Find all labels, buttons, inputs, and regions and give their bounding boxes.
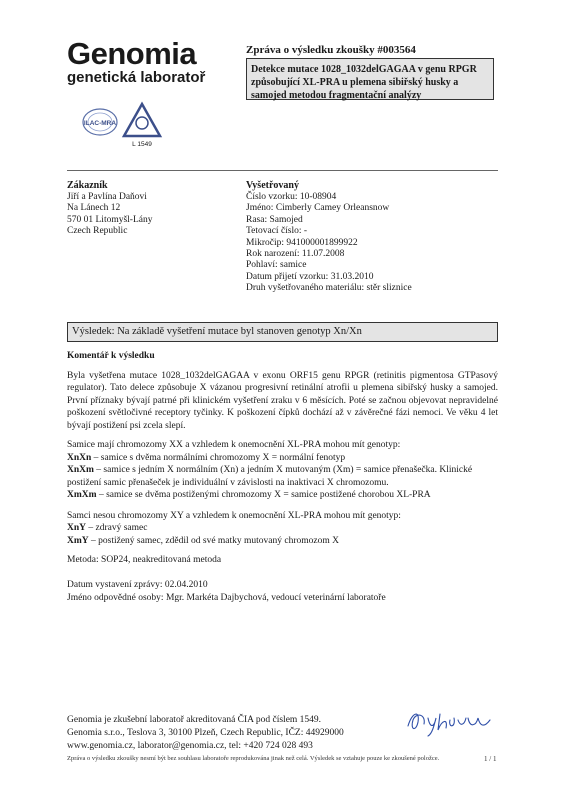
divider	[67, 170, 498, 171]
footer-line: www.genomia.cz, laborator@genomia.cz, tel: +420 724 028 493	[67, 740, 313, 751]
female-intro: Samice mají chromozomy XX a vzhledem k onemocnění XL-PRA mohou mít genotyp:	[67, 440, 401, 451]
examined-block	[246, 180, 506, 295]
method-text: Metoda: SOP24, neakreditovaná metoda	[67, 555, 222, 566]
genotype-desc: – zdravý samec	[86, 523, 148, 534]
examined-line: Rok narození: 11.07.2008	[246, 248, 345, 259]
responsible-person: Jméno odpovědné osoby: Mgr. Markéta Dajbychová, vedoucí veterinární laboratoře	[67, 592, 386, 603]
signature	[404, 704, 494, 743]
customer-line: 570 01 Litomyšl-Lány	[67, 214, 153, 225]
footer-line: Genomia je zkušební laboratoř akreditovaná ČIA pod číslem 1549.	[67, 715, 322, 725]
comment-section	[67, 350, 498, 611]
report-number: Zpráva o výsledku zkoušky #003564	[246, 44, 416, 56]
logo-subtitle: genetická laboratoř	[67, 69, 206, 86]
genotype-code: XmXm	[67, 490, 97, 501]
genotype-code: XnY	[67, 523, 87, 534]
male-intro: Samci nesou chromozomy XY a vzhledem k onemocnění XL-PRA mohou mít genotyp:	[67, 510, 401, 521]
examined-line: Datum přijetí vzorku: 31.03.2010	[246, 271, 374, 282]
genotype-code: XnXm	[67, 465, 94, 476]
genotype-code: XnXn	[67, 452, 92, 463]
male-genotypes	[67, 510, 498, 548]
customer-label: Zákazník	[67, 180, 108, 191]
examined-line: Rasa: Samojed	[246, 214, 303, 225]
footer	[67, 714, 344, 752]
result-box	[67, 322, 498, 342]
page-number: 1 / 1	[484, 755, 497, 763]
examined-line: Druh vyšetřovaného materiálu: stěr sliznice	[246, 283, 412, 294]
examined-line: Pohlaví: samice	[246, 260, 307, 271]
accreditation-logos	[80, 100, 170, 153]
badge-text: ILAC-MRA	[83, 120, 117, 127]
comment-heading: Komentář k výsledku	[67, 351, 155, 361]
genotype-desc: – samice s dvěma normálními chromozomy X = normální fenotyp	[91, 452, 346, 463]
cert-number: L 1549	[132, 141, 152, 148]
logo-brand: Genomia	[67, 36, 197, 71]
examined-line: Jméno: Cimberly Camey Orleansnow	[246, 203, 390, 214]
signature-icon	[404, 704, 494, 738]
genotype-desc: – samice s jedním X normálním (Xn) a jedním X mutovaným (Xm) = samice přenašečka. Klinické postižení samic přenašeček je individuální v závislosti na inaktivaci X chromozomu.	[67, 465, 473, 488]
disclaimer: Zpráva o výsledku zkoušky nesmí být bez souhlasu laboratoře reprodukována jinak než celá. Výsledek se vztahuje pouze ke zkoušené položce.	[67, 755, 440, 762]
genotype-desc: – samice se dvěma postiženými chromozomy X = samice postižené chorobou XL-PRA	[96, 490, 431, 501]
ilac-cia-logo-icon	[80, 100, 170, 148]
customer-line: Na Lánech 12	[67, 203, 121, 214]
customer-line: Czech Republic	[67, 226, 128, 237]
issue-date: Datum vystavení zprávy: 02.04.2010	[67, 579, 208, 590]
examined-line: Číslo vzorku: 10-08904	[246, 192, 337, 202]
footer-line: Genomia s.r.o., Teslova 3, 30100 Plzeň, Czech Republic, IČZ: 44929000	[67, 727, 344, 738]
genotype-desc: – postižený samec, zdědil od své matky mutovaný chromozom X	[88, 535, 340, 546]
examined-line: Tetovací číslo: -	[246, 226, 308, 237]
result-text: Výsledek: Na základě vyšetření mutace byl stanoven genotyp Xn/Xn	[72, 326, 362, 337]
genotype-code: XmY	[67, 535, 89, 546]
test-title-box	[246, 58, 494, 100]
customer-block	[67, 180, 227, 238]
examined-line: Mikročip: 941000001899922	[246, 237, 358, 248]
examined-label: Vyšetřovaný	[246, 180, 299, 191]
test-title: Detekce mutace 1028_1032delGAGAA v genu RPGR způsobující XL-PRA u plemena sibiřský husky a samojed metodou fragmentační analýzy	[251, 64, 477, 101]
female-genotypes	[67, 439, 498, 502]
customer-line: Jiří a Pavlína Daňovi	[67, 192, 147, 202]
comment-intro: Byla vyšetřena mutace 1028_1032delGAGAA v exonu ORF15 genu RPGR (retinitis pigmentosa GTPasový regulator). Tato delece způsobuje X vázanou progresivní retinální atrofii u plemena sibiřský husky a samojed. První příznaky bývají patrné při klinickém vyšetření zraku v 6 měsících. Poté se začnou objevovat nepravidelné poškození světločivné receptory tyčinky. K poškození čípků dochází až v závěrečné fázi nemoci. Ve věku 4 let bývají postižení psi zcela slepí.	[67, 370, 498, 431]
